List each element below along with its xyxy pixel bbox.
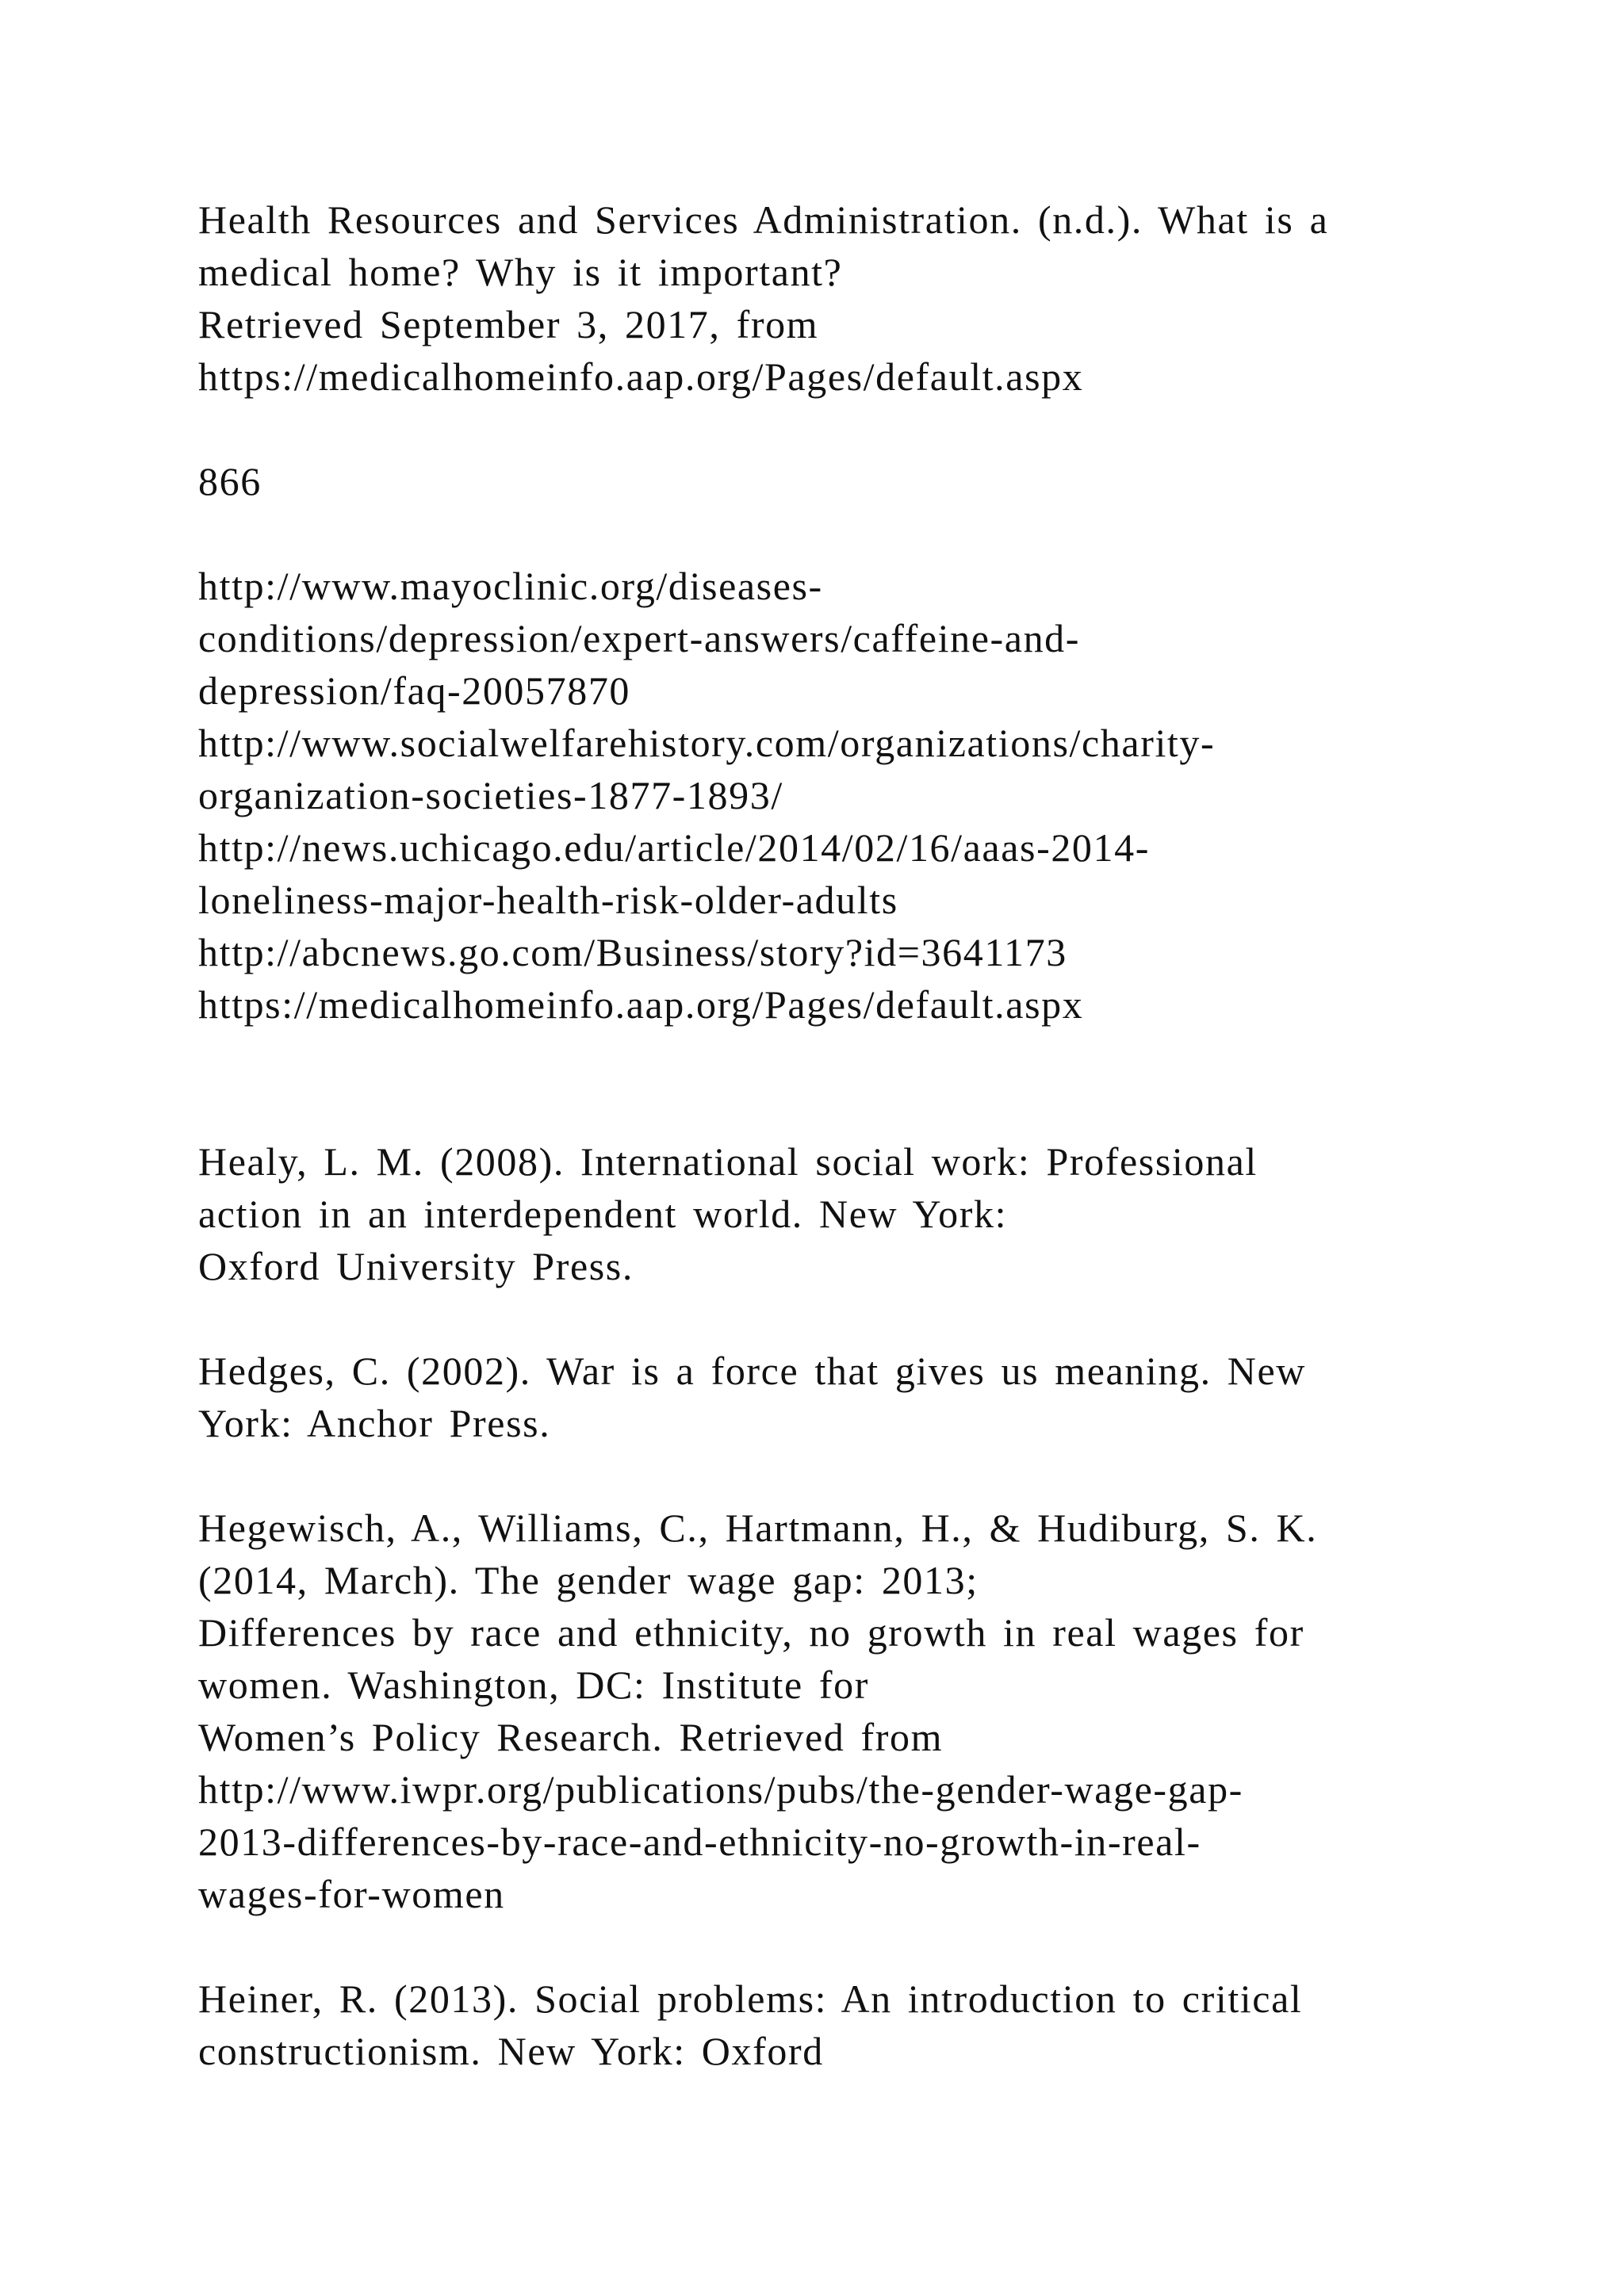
text-line: https://medicalhomeinfo.aap.org/Pages/default.aspx — [198, 354, 1084, 399]
reference-heiner — [198, 1973, 1530, 2077]
url-line: 2013-differences-by-race-and-ethnicity-no-growth-in-real- — [198, 1820, 1201, 1864]
spacer — [198, 507, 1530, 560]
text-line: Differences by race and ethnicity, no growth in real wages for — [198, 1610, 1304, 1655]
url-line: http://www.mayoclinic.org/diseases- — [198, 564, 823, 608]
reference-hedges — [198, 1345, 1530, 1449]
text-line: Women’s Policy Research. Retrieved from — [198, 1715, 944, 1759]
text-line: medical home? Why is it important? — [198, 250, 843, 294]
reference-list — [198, 193, 1530, 2077]
url-list — [198, 560, 1530, 1031]
reference-hegewisch — [198, 1502, 1530, 1920]
text-line: women. Washington, DC: Institute for — [198, 1663, 870, 1707]
spacer — [198, 1031, 1530, 1135]
url-line: organization-societies-1877-1893/ — [198, 773, 783, 817]
url-line: http://abcnews.go.com/Business/story?id=3641173 — [198, 930, 1067, 974]
reference-healy — [198, 1135, 1530, 1292]
url-line: http://news.uchicago.edu/article/2014/02/16/aaas-2014- — [198, 825, 1150, 870]
url-line: http://www.socialwelfarehistory.com/organizations/charity- — [198, 721, 1216, 765]
text-line: York: Anchor Press. — [198, 1401, 551, 1445]
url-line: loneliness-major-health-risk-older-adults — [198, 878, 898, 922]
text-line: Oxford University Press. — [198, 1244, 634, 1288]
reference-hrsa — [198, 193, 1530, 403]
url-line: wages-for-women — [198, 1872, 505, 1916]
url-line: depression/faq-20057870 — [198, 668, 631, 713]
text-line: Hegewisch, A., Williams, C., Hartmann, H., & Hudiburg, S. K. — [198, 1506, 1318, 1550]
url-line: http://www.iwpr.org/publications/pubs/the-gender-wage-gap- — [198, 1767, 1243, 1812]
spacer — [198, 403, 1530, 455]
text-line: Retrieved September 3, 2017, from — [198, 302, 819, 346]
text-line: Healy, L. M. (2008). International social work: Professional — [198, 1139, 1258, 1184]
url-line: https://medicalhomeinfo.aap.org/Pages/default.aspx — [198, 982, 1084, 1027]
url-line: conditions/depression/expert-answers/caffeine-and- — [198, 616, 1081, 660]
text-line: (2014, March). The gender wage gap: 2013; — [198, 1558, 979, 1602]
page-number — [198, 455, 1530, 507]
text-line: Health Resources and Services Administration. (n.d.). What is a — [198, 197, 1329, 242]
text-line: action in an interdependent world. New York: — [198, 1192, 1008, 1236]
text-line: Heiner, R. (2013). Social problems: An introduction to critical — [198, 1976, 1303, 2021]
text-line: constructionism. New York: Oxford — [198, 2029, 824, 2073]
spacer — [198, 1292, 1530, 1345]
spacer — [198, 1449, 1530, 1502]
text-line: Hedges, C. (2002). War is a force that gives us meaning. New — [198, 1349, 1307, 1393]
spacer — [198, 1920, 1530, 1973]
page-number-text: 866 — [198, 459, 262, 503]
